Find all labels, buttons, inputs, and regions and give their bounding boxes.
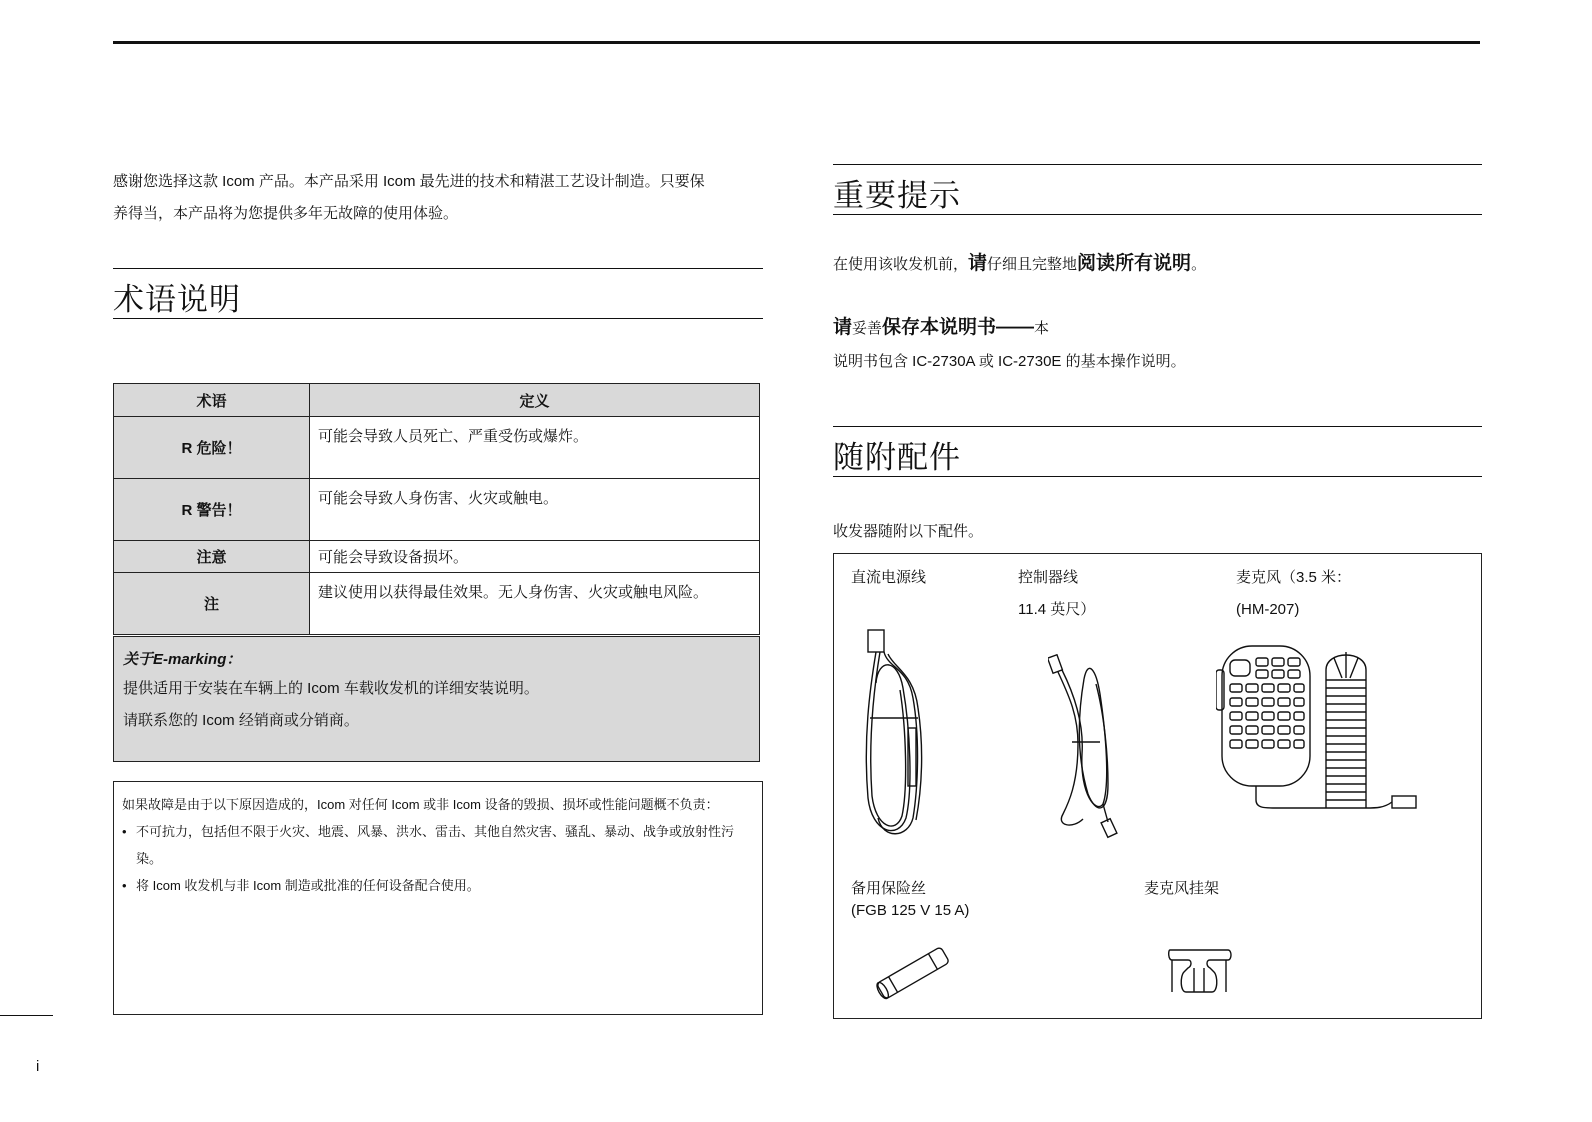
hanger-sides <box>1172 960 1226 992</box>
control-cable-loop-2 <box>1062 668 1107 806</box>
important-line-1: 在使用该收发机前，请仔细且完整地阅读所有说明。 <box>833 253 1207 274</box>
mic-plug <box>1392 796 1416 808</box>
definition-warning: 可能会导致人身伤害、火灾或触电。 <box>310 479 760 541</box>
control-cable-label-2: 11.4 英尺） <box>1018 601 1096 618</box>
list-item: • 将 Icom 收发机与非 Icom 制造或批准的任何设备配合使用。 <box>122 872 736 899</box>
definition-note: 建议使用以获得最佳效果。无人身伤害、火灾或触电风险。 <box>310 573 760 635</box>
accessories-section-title: 随附配件 <box>833 440 961 475</box>
mic-cord-end <box>1366 802 1392 808</box>
header-definition: 定义 <box>310 384 760 417</box>
intro-paragraph: 感谢您选择这款 Icom 产品。本产品采用 Icom 最先进的技术和精湛工艺设计制造。只要保 养得当，本产品将为您提供多年无故障的使用体验。 <box>113 173 705 222</box>
terms-rule-top <box>113 268 763 269</box>
mic-coil-lines <box>1326 652 1366 800</box>
mic-label-1: 麦克风（3.5 米： <box>1236 569 1352 586</box>
term-note: 注 <box>114 573 310 635</box>
definition-danger: 可能会导致人员死亡、严重受伤或爆炸。 <box>310 417 760 479</box>
fuse-label-2: (FGB 125 V 15 A) <box>851 902 970 919</box>
table-row <box>114 479 760 541</box>
mic-ptt <box>1216 670 1224 710</box>
page-number: i <box>36 1058 40 1075</box>
terms-table-header <box>114 384 760 417</box>
mic-keypad <box>1230 658 1304 748</box>
term-warning: R 警告！ <box>114 479 310 541</box>
microphone-icon <box>1216 640 1436 840</box>
accessories-rule-top <box>833 426 1482 427</box>
fuse-icon <box>868 938 958 1008</box>
term-caution: 注意 <box>114 541 310 573</box>
definition-caution: 可能会导致设备损坏。 <box>310 541 760 573</box>
table-row <box>114 541 760 573</box>
top-rule <box>113 41 1480 44</box>
accessories-rule-bottom <box>833 476 1482 477</box>
emarking-title: 关于E-marking： <box>123 651 242 668</box>
important-line-2: 请妥善保存本说明书——本 <box>833 317 1050 338</box>
control-cable-label-1: 控制器线 <box>1018 569 1079 586</box>
mic-label-2: (HM-207) <box>1236 601 1300 618</box>
disclaimer-box <box>113 781 763 1015</box>
mic-hanger-label: 麦克风挂架 <box>1144 880 1220 897</box>
control-cable-icon <box>1048 654 1138 854</box>
control-cable-plug-top <box>1048 655 1062 673</box>
dc-cable-loop-3 <box>878 652 918 834</box>
dc-cable-icon <box>858 628 948 848</box>
bullet-icon: • <box>122 878 127 893</box>
hanger-slot <box>1194 968 1204 992</box>
mic-body <box>1222 646 1310 786</box>
fuse-label-1: 备用保险丝 <box>851 880 927 897</box>
term-danger: R 危险！ <box>114 417 310 479</box>
accessories-intro: 收发器随附以下配件。 <box>833 523 984 540</box>
emarking-box <box>113 636 760 762</box>
table-row <box>114 417 760 479</box>
control-cable-loop-3 <box>1079 679 1108 808</box>
important-section-title: 重要提示 <box>833 178 961 213</box>
fuse-cap-left <box>875 981 891 1001</box>
terms-section-title: 术语说明 <box>113 282 241 317</box>
dc-cable-label: 直流电源线 <box>851 569 927 586</box>
terms-table <box>113 383 760 635</box>
control-cable-plug-bottom <box>1101 819 1117 838</box>
emarking-line-1: 提供适用于安装在车辆上的 Icom 车载收发机的详细安装说明。 <box>123 680 539 697</box>
hanger-body <box>1169 950 1231 992</box>
disclaimer-intro: 如果故障是由于以下原因造成的，Icom 对任何 Icom 或非 Icom 设备的毁损、损坏或性能问题概不负责： <box>122 797 719 812</box>
bullet-icon: • <box>122 824 127 839</box>
list-item: • 不可抗力，包括但不限于火灾、地震、风暴、洪水、雷击、其他自然灾害、骚乱、暴动、战争或放射性污染。 <box>122 818 736 872</box>
terms-rule-bottom <box>113 318 763 319</box>
table-row <box>114 573 760 635</box>
important-rule-top <box>833 164 1482 165</box>
dc-cable-connector <box>868 630 884 652</box>
important-rule-bottom <box>833 214 1482 215</box>
mic-cord-lower <box>1256 786 1366 808</box>
important-line-3: 说明书包含 IC-2730A 或 IC-2730E 的基本操作说明。 <box>833 353 1186 370</box>
header-term: 术语 <box>114 384 310 417</box>
mic-dial <box>1230 660 1250 676</box>
page-number-rule <box>0 1015 53 1016</box>
emarking-line-2: 请联系您的 Icom 经销商或分销商。 <box>123 712 359 729</box>
disclaimer-list <box>122 818 754 899</box>
mic-hanger-icon <box>1166 946 1236 998</box>
